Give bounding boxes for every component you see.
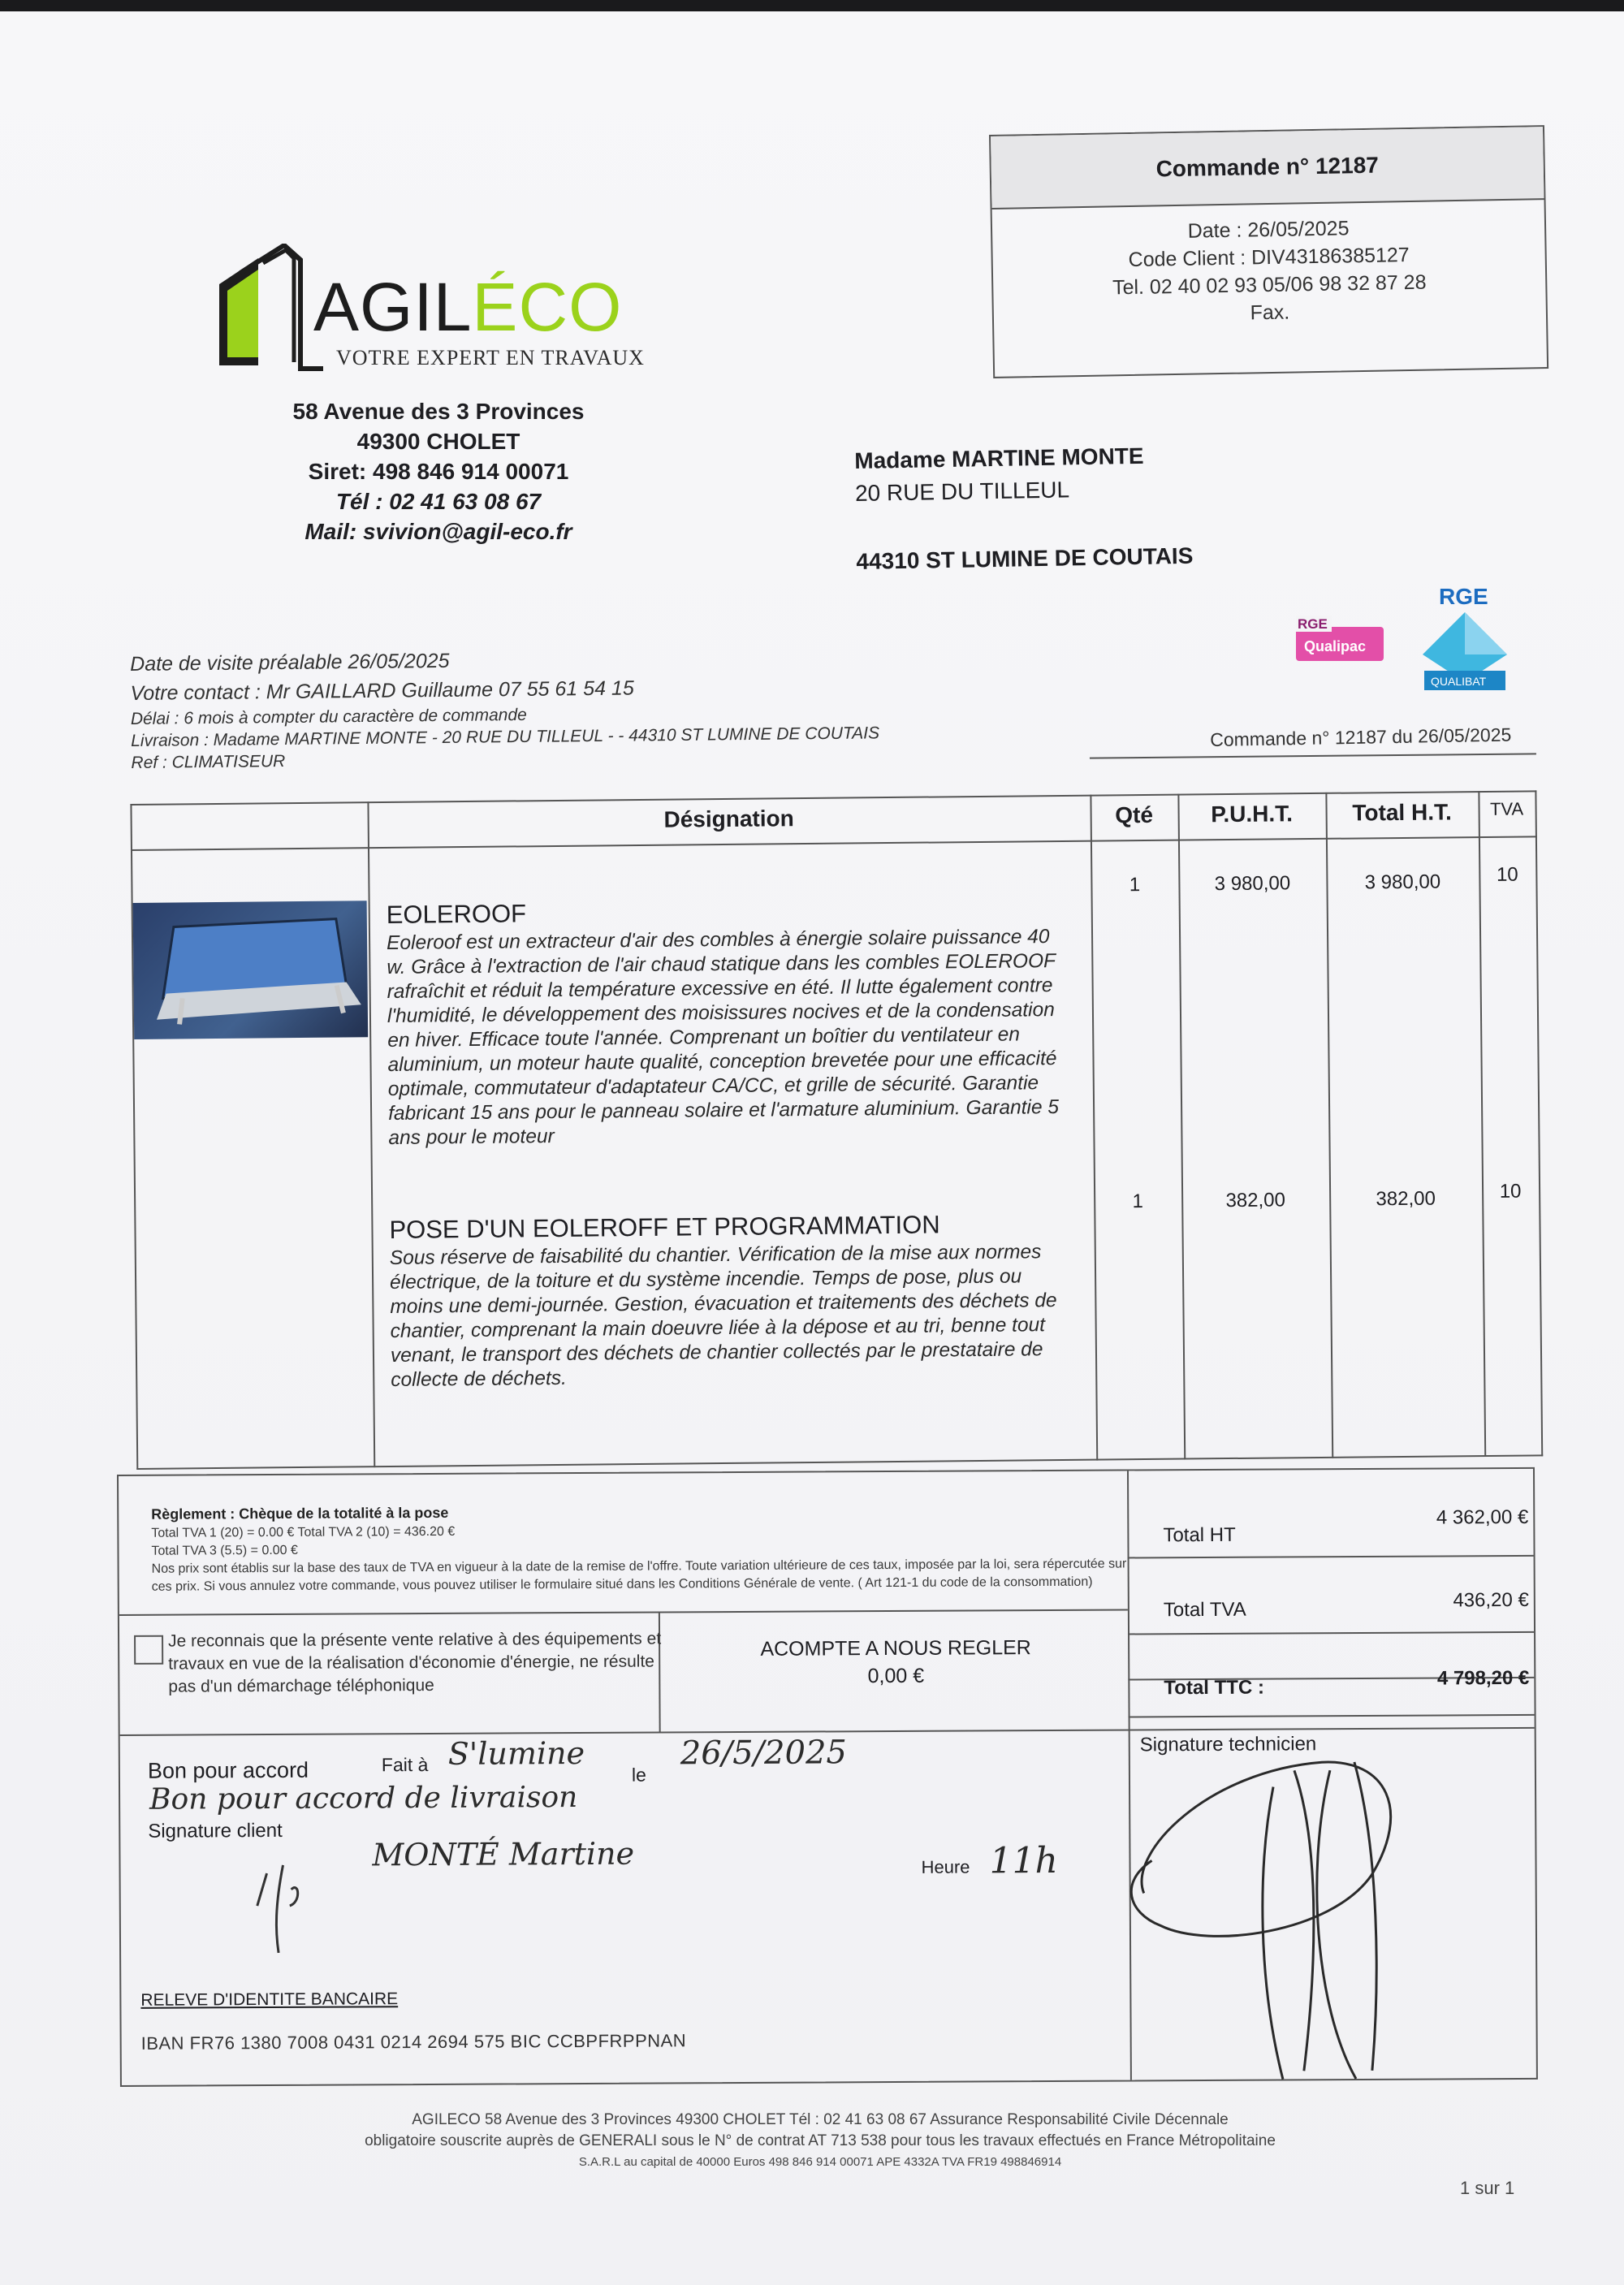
order-client-code: Code Client : DIV43186385127 <box>1128 243 1410 272</box>
item-description: Sous réserve de faisabilité du chantier. Vérification de la mise aux normes électrique, de la toiture et du système incendie. Temps de pose, plus ou moins une demi-journée. Gestion, évacuation et traitements des déchets de chantier, comprenant la main doeuvre liée à la dépose et au tri, benne tout venant, le transport des déchets de chantier collectés par le prestataire de collecte de déchets. <box>389 1241 1057 1391</box>
items-table <box>130 753 1543 1470</box>
reference: Ref : CLIMATISEUR <box>131 752 286 772</box>
deposit-label: ACOMPTE A NOUS REGLER <box>760 1636 1031 1661</box>
logo-tagline: VOTRE EXPERT EN TRAVAUX <box>336 346 645 369</box>
item-title: EOLEROOF <box>386 899 527 929</box>
iban: IBAN FR76 1380 7008 0431 0214 2694 575 BIC CCBPFRPPNAN <box>140 2030 687 2054</box>
order-meta <box>130 641 879 774</box>
bon-pour-accord-label: Bon pour accord <box>147 1757 309 1783</box>
total-ht-row: Total HT 4 362,00 € <box>1163 1505 1529 1547</box>
visit-date: Date de visite préalable 26/05/2025 <box>130 649 450 676</box>
technician-signature-icon <box>1111 1737 1518 2088</box>
heure-label: Heure <box>921 1856 970 1877</box>
company-address-line2: 49300 CHOLET <box>356 429 520 454</box>
scanner-top-edge <box>0 0 1624 11</box>
header-qty: Qté <box>1115 801 1154 828</box>
item-description: Eoleroof est un extracteur d'air des combles à énergie solaire puissance 40 w. Grâce à l'extraction de l'air chaud statique dans les combles EOLEROOF rafraîchit et réduit la température excessive en été. Il lutte également contre l'humidité, le développement des moisissures nocives et de la condensation en hiver. Efficace toute l'année. Comprenant un boîtier du ventilateur en aluminium, un moteur haute qualité, conception brevetée pour une efficacité optimale, commutateur d'adaptateur CA/CC, et grille de sécurité. Garantie fabricant 15 ans pour le panneau solaire et l'armature aluminium. Garantie 5 ans pour le moteur <box>386 926 1060 1149</box>
invoice-page <box>0 11 1624 2285</box>
logo-wordmark: AGILÉCO <box>313 269 623 345</box>
handwritten-hour: 11h <box>989 1839 1058 1882</box>
header-unit-price: P.U.H.T. <box>1211 801 1294 827</box>
company-block <box>244 396 633 546</box>
client-signature-icon <box>242 1857 316 1955</box>
command-reference-line: Commande n° 12187 du 26/05/2025 <box>1210 724 1512 750</box>
vat-breakdown-2: Total TVA 3 (5.5) = 0.00 € <box>151 1543 298 1558</box>
signature-client-label: Signature client <box>148 1819 283 1842</box>
page-footer <box>211 2110 1429 2173</box>
bank-details-title: RELEVE D'IDENTITE BANCAIRE <box>140 1989 399 2010</box>
contact: Votre contact : Mr GAILLARD Guillaume 07 55 61 54 15 <box>130 676 634 705</box>
footer-line3: S.A.R.L au capital de 40000 Euros 498 846 914 00071 APE 4332A TVA FR19 498846914 <box>578 2155 1062 2169</box>
rge-qualipac-badge-icon <box>1294 612 1385 667</box>
svg-text:RGE: RGE <box>1298 616 1328 632</box>
handwritten-place: S'lumine <box>447 1734 585 1772</box>
item-qty: 1 <box>1132 1190 1143 1213</box>
le-label: le <box>631 1764 646 1786</box>
item-vat: 10 <box>1499 1180 1522 1203</box>
totals-block <box>117 1467 1538 2087</box>
deposit-block <box>652 1633 1139 1691</box>
footer-line2: obligatoire souscrite auprès de GENERALI sous le N° de contrat AT 713 538 pour tous les travaux effectués en France Métropolitaine <box>365 2132 1276 2149</box>
item-qty: 1 <box>1129 874 1141 896</box>
client-name: Madame MARTINE MONTE <box>854 443 1144 473</box>
signature-technician-label: Signature technicien <box>1139 1733 1317 1756</box>
order-info-box <box>989 125 1548 378</box>
order-date: Date : 26/05/2025 <box>1187 217 1350 243</box>
company-mail: Mail: svivion@agil-eco.fr <box>304 519 572 544</box>
consent-text: Je reconnais que la présente vente relative à des équipements et travaux en vue de la réalisation d'économie d'énergie, ne résulte pas d'un démarchage téléphonique <box>168 1629 662 1696</box>
consent-checkbox[interactable] <box>134 1635 163 1665</box>
item-unit-price: 3 980,00 <box>1214 872 1291 896</box>
vat-breakdown-1: Total TVA 1 (20) = 0.00 € Total TVA 2 (10) = 436.20 € <box>151 1524 456 1540</box>
rge-qualibat-badge-icon <box>1419 580 1510 693</box>
order-fax: Fax. <box>1250 300 1290 325</box>
payment-method: Règlement : Chèque de la totalité à la pose <box>151 1504 449 1523</box>
item-total: 382,00 <box>1376 1187 1436 1211</box>
legal-notice: Nos prix sont établis sur la base des taux de TVA en vigueur à la date de la remise de l'offre. Toute variation ultérieure de ces taux, imposée par la loi, sera répercutée sur ces prix. Si vous annulez votre commande, vous pouvez utiliser le formulaire situé dans les Conditions Générale de vente. ( Art 121-1 du code de la consommation) <box>151 1557 1127 1594</box>
svg-text:RGE: RGE <box>1439 584 1488 609</box>
svg-text:Qualipac: Qualipac <box>1304 638 1367 654</box>
client-address-block <box>854 439 1194 578</box>
delay: Délai : 6 mois à compter du caractère de commande <box>130 705 527 728</box>
header-vat: TVA <box>1489 798 1524 819</box>
company-siret: Siret: 498 846 914 00071 <box>308 459 569 484</box>
payment-terms <box>151 1500 1142 1596</box>
footer-line1: AGILECO 58 Avenue des 3 Provinces 49300 CHOLET Tél : 02 41 63 08 67 Assurance Responsabilité Civile Décennale <box>412 2111 1229 2128</box>
svg-text:QUALIBAT: QUALIBAT <box>1431 675 1487 688</box>
item-total: 3 980,00 <box>1364 870 1441 894</box>
item-title: POSE D'UN EOLEROFF ET PROGRAMMATION <box>389 1210 940 1244</box>
client-city: 44310 ST LUMINE DE COUTAIS <box>856 542 1194 574</box>
page-number: 1 sur 1 <box>1460 2178 1515 2198</box>
item-unit-price: 382,00 <box>1225 1189 1286 1212</box>
header-total-ht: Total H.T. <box>1352 799 1452 826</box>
company-tel: Tél : 02 41 63 08 67 <box>335 489 542 514</box>
header-designation: Désignation <box>663 806 794 832</box>
order-number: Commande n° 12187 <box>991 127 1544 209</box>
order-tel: Tel. 02 40 02 93 05/06 98 32 87 28 <box>1112 270 1427 300</box>
handwritten-accord: Bon pour accord de livraison <box>149 1781 578 1816</box>
total-ttc-row: Total TTC : 4 798,20 € <box>1164 1666 1530 1700</box>
handwritten-client-name: MONTÉ Martine <box>372 1835 635 1873</box>
client-street: 20 RUE DU TILLEUL <box>854 477 1070 506</box>
eoleroof-product-image <box>133 901 369 1039</box>
house-logo-icon <box>216 244 330 374</box>
fait-a-label: Fait à <box>381 1753 429 1776</box>
company-address-line1: 58 Avenue des 3 Provinces <box>292 399 585 424</box>
handwritten-date: 26/5/2025 <box>680 1734 848 1773</box>
item-vat: 10 <box>1496 863 1518 886</box>
total-tva-row: Total TVA 436,20 € <box>1163 1588 1529 1622</box>
agileco-logo <box>216 244 671 382</box>
deposit-value: 0,00 € <box>867 1664 925 1688</box>
delivery: Livraison : Madame MARTINE MONTE - 20 RUE DU TILLEUL - - 44310 ST LUMINE DE COUTAIS <box>131 724 880 750</box>
